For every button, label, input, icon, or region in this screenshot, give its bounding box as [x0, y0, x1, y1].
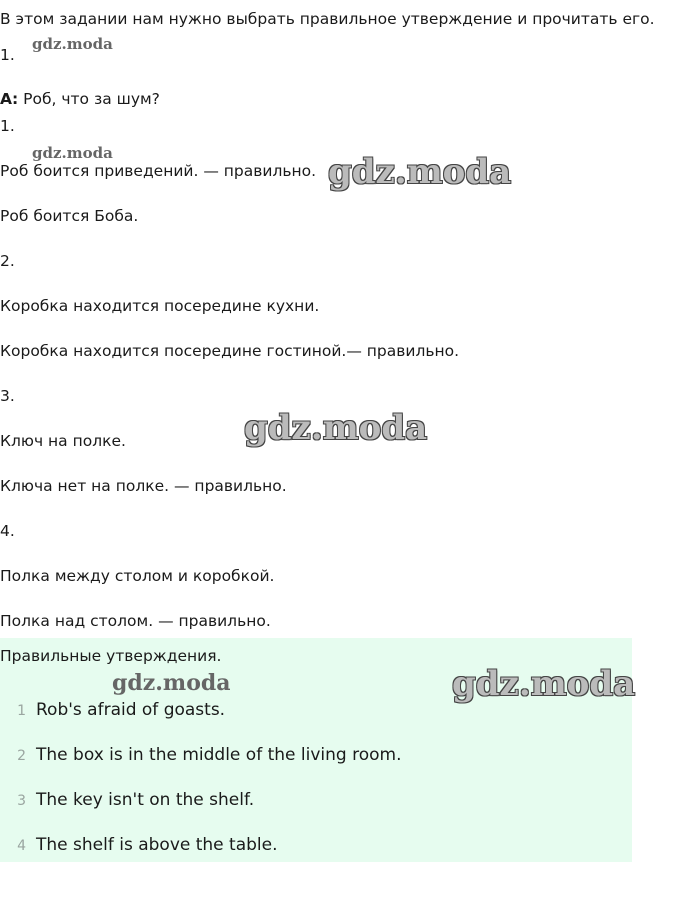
answer-text: The shelf is above the table. [36, 835, 278, 855]
number-label: 1. [0, 46, 15, 64]
statement-text: Полка между столом и коробкой. [0, 567, 275, 585]
statement-text: Ключ на полке. [0, 432, 126, 450]
answer-number: 3 [17, 793, 26, 809]
answer-item [0, 745, 401, 766]
statement-text: Роб боится приведений. — правильно. [0, 162, 317, 180]
statement-text: Ключа нет на полке. — правильно. [0, 477, 287, 495]
watermark: gdz.moda [112, 670, 231, 696]
watermark: gdz.moda [32, 144, 113, 162]
dialog-line [0, 89, 160, 109]
answer-number: 1 [17, 703, 26, 719]
answer-text: The box is in the middle of the living room. [36, 745, 402, 765]
answer-item [0, 835, 278, 856]
answer-number: 2 [17, 748, 26, 764]
watermark: gdz.moda [32, 35, 113, 53]
answer-number: 4 [17, 838, 26, 854]
answer-text: The key isn't on the shelf. [36, 790, 255, 810]
statement-text: Коробка находится посередине гостиной.— правильно. [0, 342, 460, 360]
watermark: gdz.moda [328, 152, 512, 192]
number-label: 3. [0, 387, 15, 405]
answer-item [0, 790, 254, 811]
statement-text: Коробка находится посередине кухни. [0, 297, 320, 315]
watermark: gdz.moda [244, 408, 428, 448]
answer-text: Rob's afraid of goasts. [36, 700, 226, 720]
dialog-text: Роб, что за шум? [18, 90, 160, 108]
answers-title: Правильные утверждения. [0, 647, 222, 665]
watermark: gdz.moda [452, 664, 636, 704]
dialog-speaker: А: [0, 90, 19, 108]
number-label: 4. [0, 522, 15, 540]
statement-text: Роб боится Боба. [0, 207, 139, 225]
number-label: 1. [0, 117, 15, 135]
number-label: 2. [0, 252, 15, 270]
answer-item [0, 700, 225, 721]
statement-text: Полка над столом. — правильно. [0, 612, 271, 630]
intro-text: В этом задании нам нужно выбрать правильное утверждение и прочитать его. [0, 10, 655, 28]
